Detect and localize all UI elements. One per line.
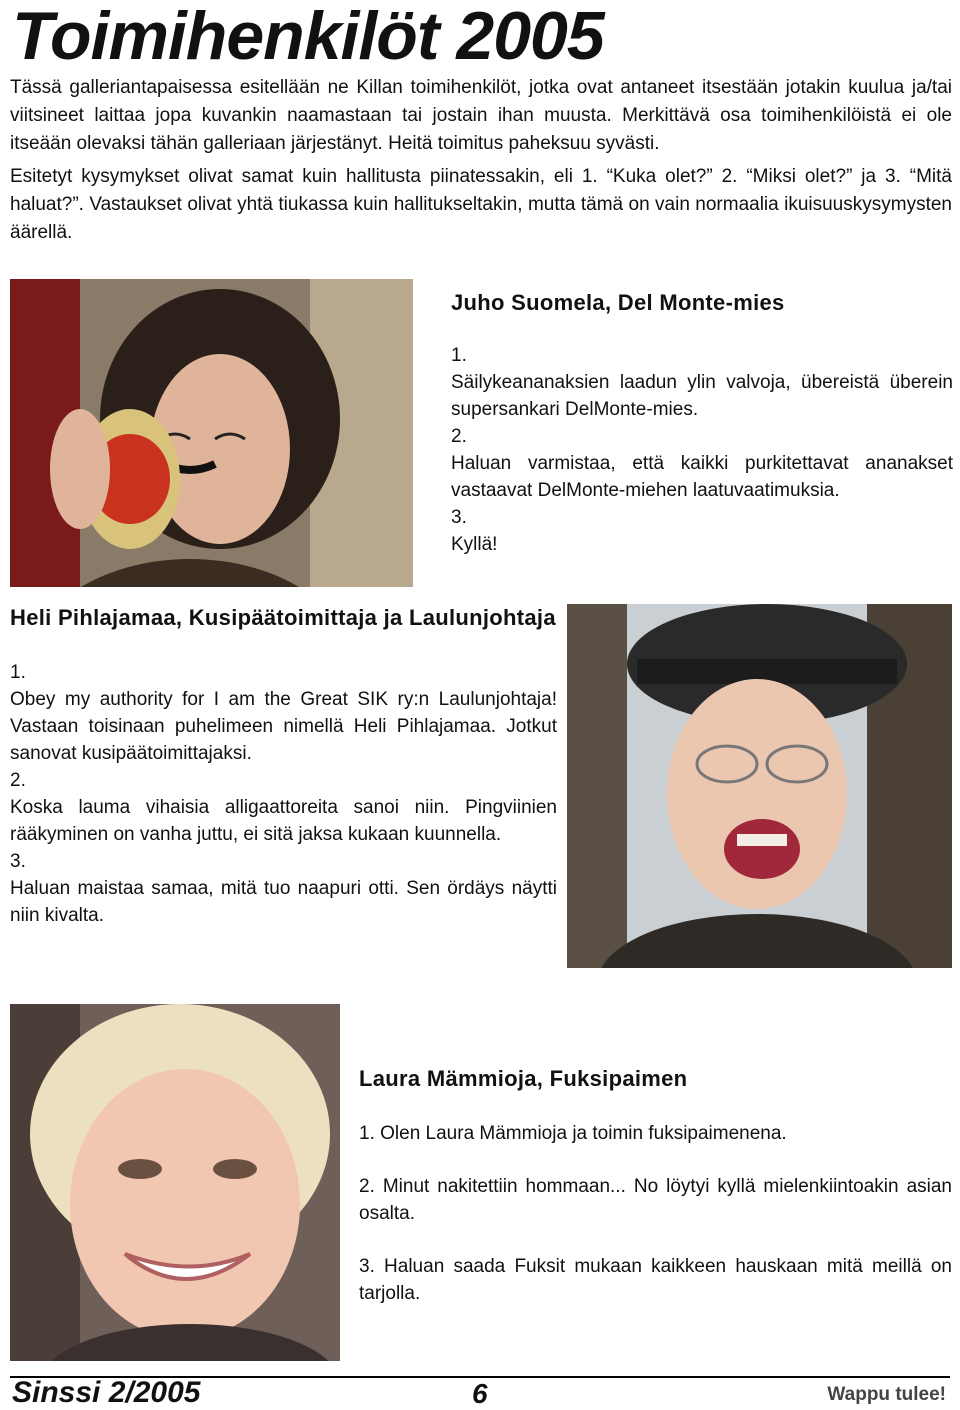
question-number: 1. — [10, 662, 26, 683]
footer-tagline: Wappu tulee! — [827, 1384, 946, 1405]
heli-heading: Heli Pihlajamaa, Kusipäätoimittaja ja Laulunjohtaja — [10, 605, 556, 630]
answer-text: Haluan maistaa samaa, mitä tuo naapuri otti. Sen ördäys näytti niin kivalta. — [10, 878, 557, 926]
answer-text: Obey my authority for I am the Great SIK ry:n Laulunjohtaja! Vastaan toisinaan puhelimeen nimellä Heli Pihlajamaa. Jotkut sanovat kusipäätoimittajaksi. — [10, 689, 557, 764]
juho-heading: Juho Suomela, Del Monte-mies — [451, 290, 785, 315]
intro-text — [10, 74, 952, 252]
question-number: 2. — [10, 770, 26, 791]
photo-heli — [567, 604, 952, 968]
answer-text: 3. Haluan saada Fuksit mukaan kaikkeen hauskaan mitä meillä on tarjolla. — [359, 1256, 952, 1304]
publication-name: Sinssi 2/2005 — [12, 1376, 201, 1409]
question-number: 3. — [10, 851, 26, 872]
answer-text: Kyllä! — [451, 534, 498, 555]
answer-text: 1. Olen Laura Mämmioja ja toimin fuksipaimenena. — [359, 1123, 787, 1144]
photo-juho — [10, 279, 413, 587]
laura-heading: Laura Mämmioja, Fuksipaimen — [359, 1066, 688, 1091]
section-laura — [359, 1064, 952, 1333]
photo-laura — [10, 1004, 340, 1361]
page-number: 6 — [472, 1378, 488, 1409]
section-heli — [10, 603, 557, 929]
question-number: 2. — [451, 426, 467, 447]
question-number: 3. — [451, 507, 467, 528]
intro-paragraph: Esitetyt kysymykset olivat samat kuin hallitusta piinatessakin, eli 1. “Kuka olet?” 2. “Miksi olet?” ja 3. “Mitä haluat?”. Vastaukset olivat yhtä tiukassa kuin hallitukseltakin, mutta tämä on vain normaalia ikuisuuskysymysten äärellä. — [10, 166, 952, 243]
answer-text: Haluan varmistaa, että kaikki purkitettavat ananakset vastaavat DelMonte-miehen laatuvaatimuksia. — [451, 453, 953, 501]
answer-text: Säilykeananaksien laadun ylin valvoja, übereistä überein supersankari DelMonte-mies. — [451, 372, 953, 420]
page-title: Toimihenkilöt 2005 — [12, 0, 604, 74]
answer-text: 2. Minut nakitettiin hommaan... No löytyi kyllä mielenkiintoakin asian osalta. — [359, 1176, 952, 1224]
answer-text: Koska lauma vihaisia alligaattoreita sanoi niin. Pingviinien rääkyminen on vanha juttu, ei sitä jaksa kukaan kuunnella. — [10, 797, 557, 845]
question-number: 1. — [451, 345, 467, 366]
section-juho — [451, 288, 953, 558]
intro-paragraph: Tässä galleriantapaisessa esitellään ne Killan toimihenkilöt, jotka ovat antaneet itsestään jotakin kuulua ja/tai viitsineet laittaa jopa kuvankin naamastaan tai jostain ihan muusta. Merkittävä osa toimihenkilöistä ei ole itseään olevaksi tähän galleriaan järjestänyt. Heitä toimitus paheksuu syvästi. — [10, 77, 952, 154]
